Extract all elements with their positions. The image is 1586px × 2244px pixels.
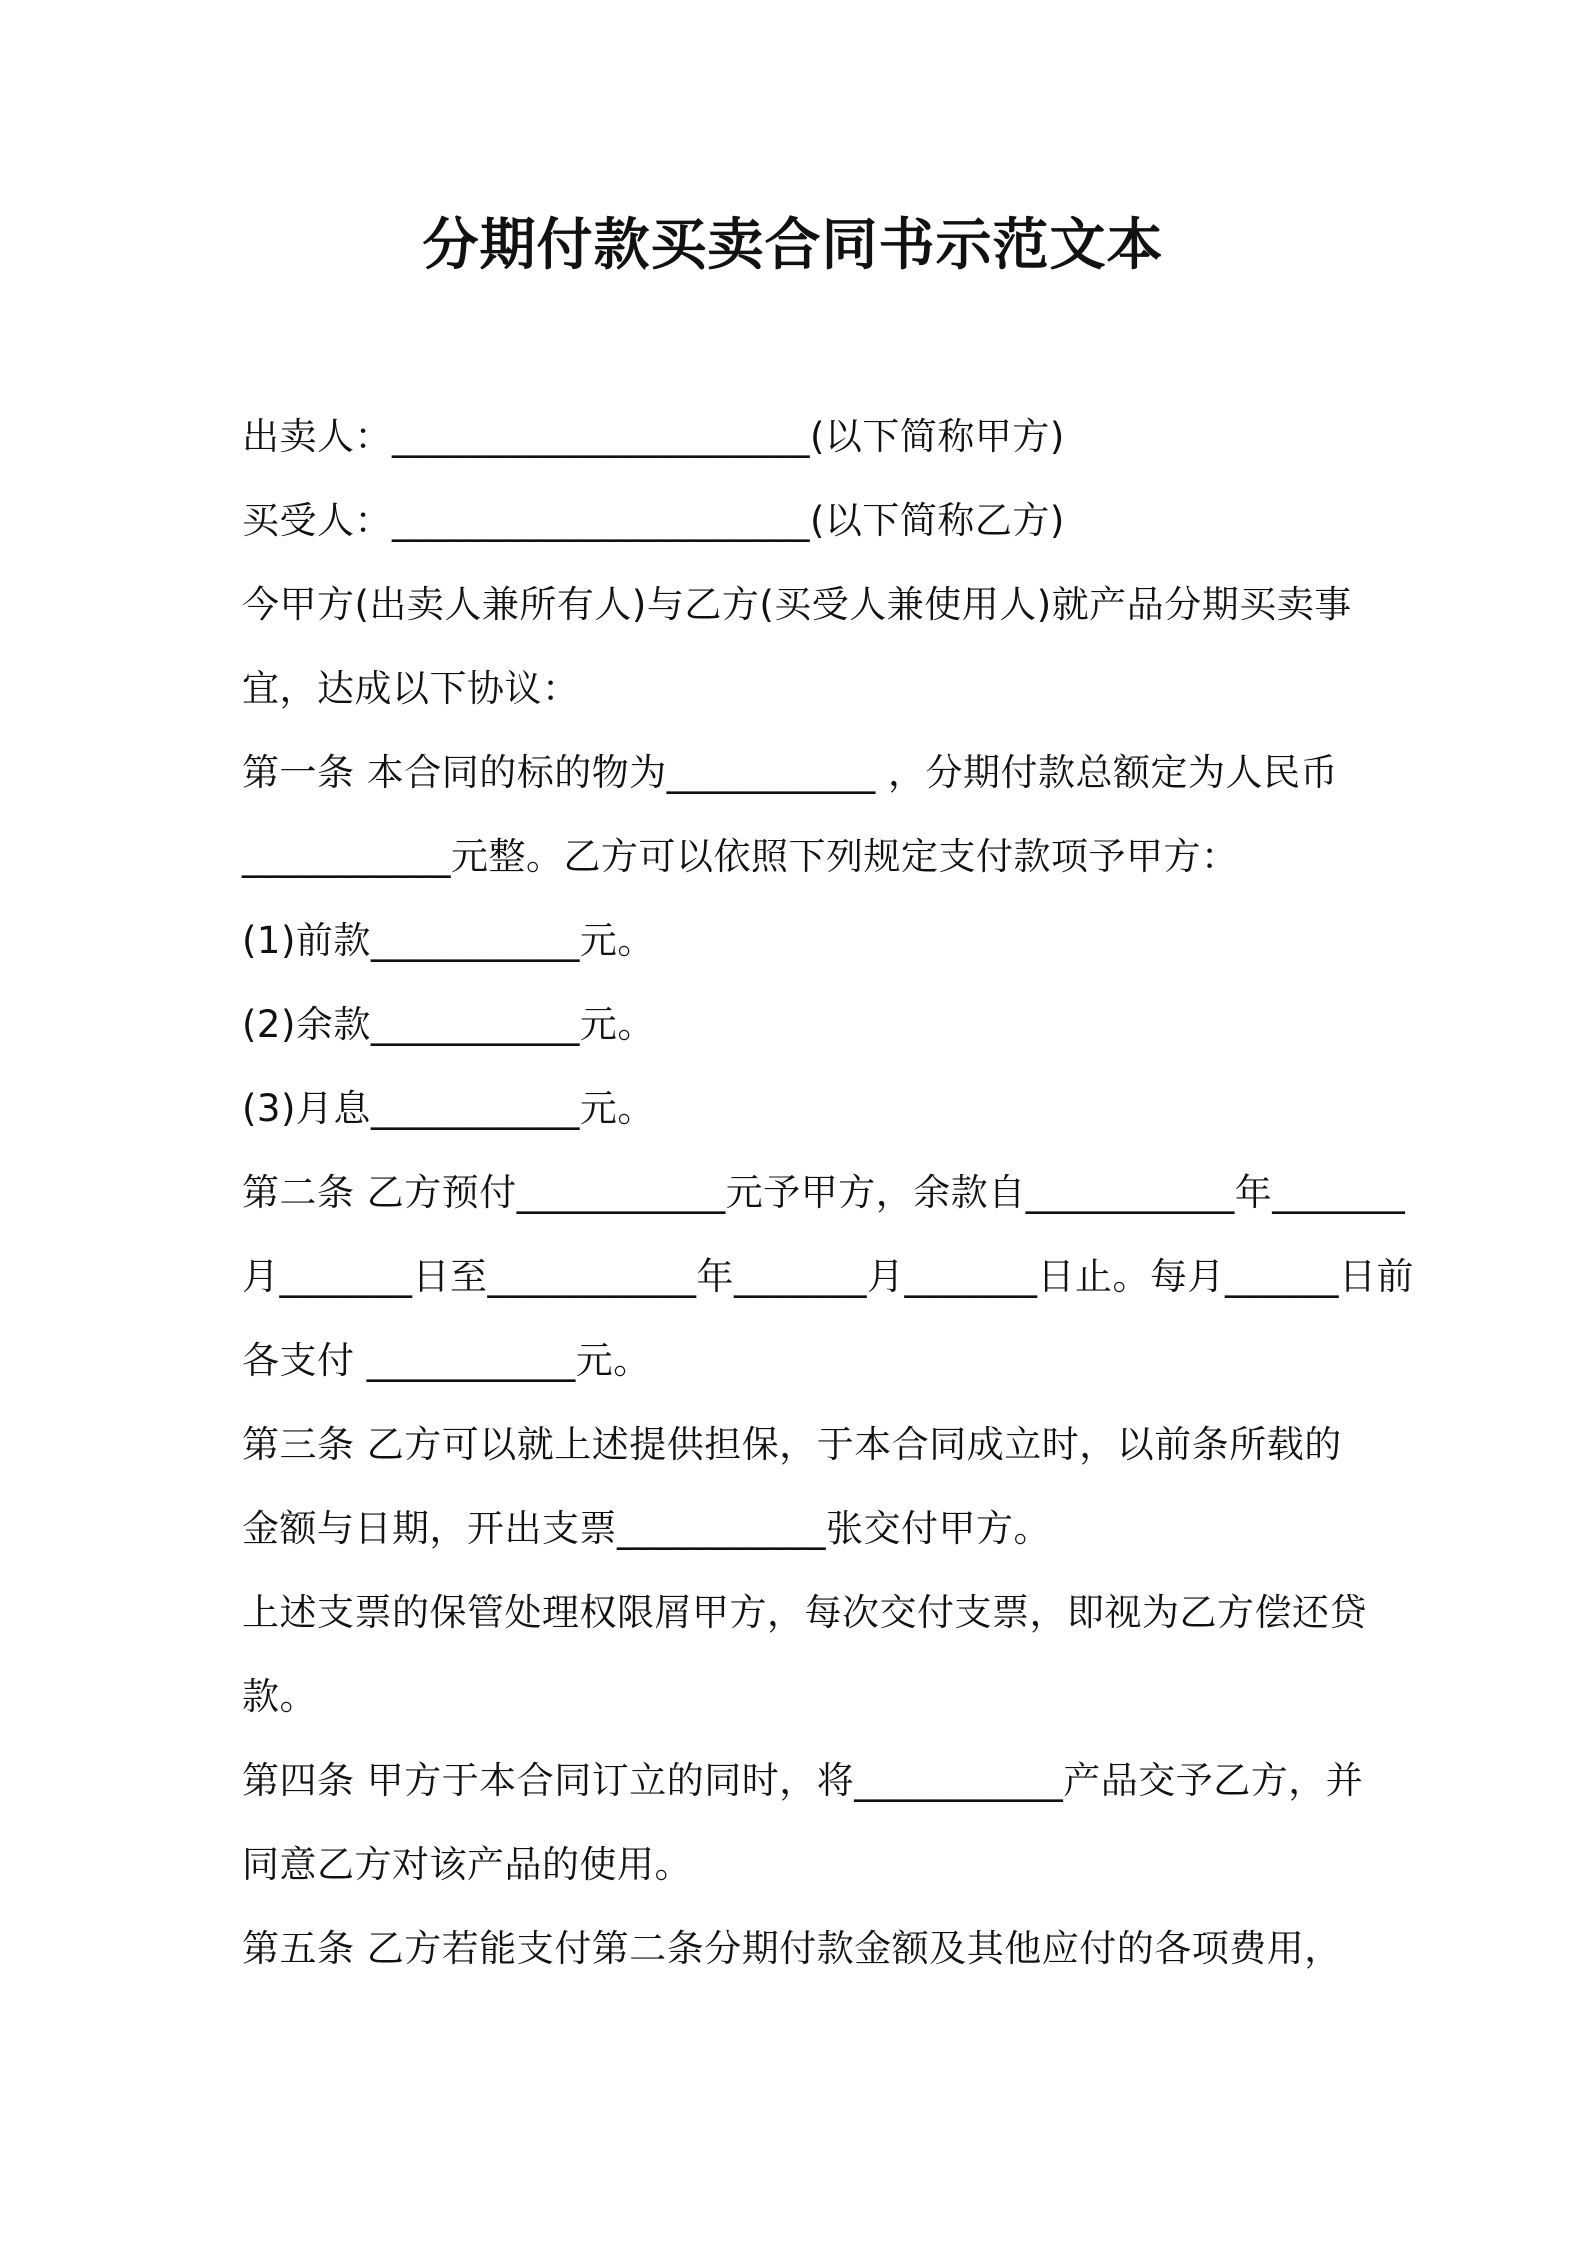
article-1-line-2: ___________元整。乙方可以依照下列规定支付款项予甲方： — [242, 835, 1239, 878]
check-custody-line-2: 款。 — [242, 1675, 317, 1718]
article-1-line-1: 第一条 本合同的标的物为___________ ，分期付款总额定为人民币 — [242, 751, 1339, 794]
article-3-line-1: 第三条 乙方可以就上述提供担保，于本合同成立时，以前条所载的 — [242, 1423, 1342, 1466]
preamble-line-1: 今甲方(出卖人兼所有人)与乙方(买受人兼使用人)就产品分期买卖事 — [242, 583, 1352, 626]
monthly-interest-line: (3)月息___________元。 — [242, 1087, 655, 1130]
article-4-line-2: 同意乙方对该产品的使用。 — [242, 1843, 692, 1886]
document-title: 分期付款买卖合同书示范文本 — [422, 213, 1164, 278]
seller-line: 出卖人：______________________(以下简称甲方) — [242, 415, 1065, 458]
down-payment-line: (1)前款___________元。 — [242, 919, 655, 962]
preamble-line-2: 宜，达成以下协议： — [242, 667, 580, 710]
article-3-line-2: 金额与日期，开出支票___________张交付甲方。 — [242, 1507, 1051, 1550]
balance-line: (2)余款___________元。 — [242, 1003, 655, 1046]
article-4-line-1: 第四条 甲方于本合同订立的同时，将___________产品交予乙方，并 — [242, 1759, 1364, 1802]
article-2-line-3: 各支付 ___________元。 — [242, 1339, 651, 1382]
buyer-line: 买受人：______________________(以下简称乙方) — [242, 499, 1065, 542]
article-2-line-1: 第二条 乙方预付___________元予甲方，余款自___________年_______ — [242, 1171, 1406, 1214]
article-5-line-1: 第五条 乙方若能支付第二条分期付款金额及其他应付的各项费用， — [242, 1927, 1342, 1970]
check-custody-line-1: 上述支票的保管处理权限屑甲方，每次交付支票，即视为乙方偿还贷 — [242, 1591, 1367, 1634]
article-2-line-2: 月_______日至___________年_______月_______日止。每月______日前 — [242, 1255, 1414, 1298]
